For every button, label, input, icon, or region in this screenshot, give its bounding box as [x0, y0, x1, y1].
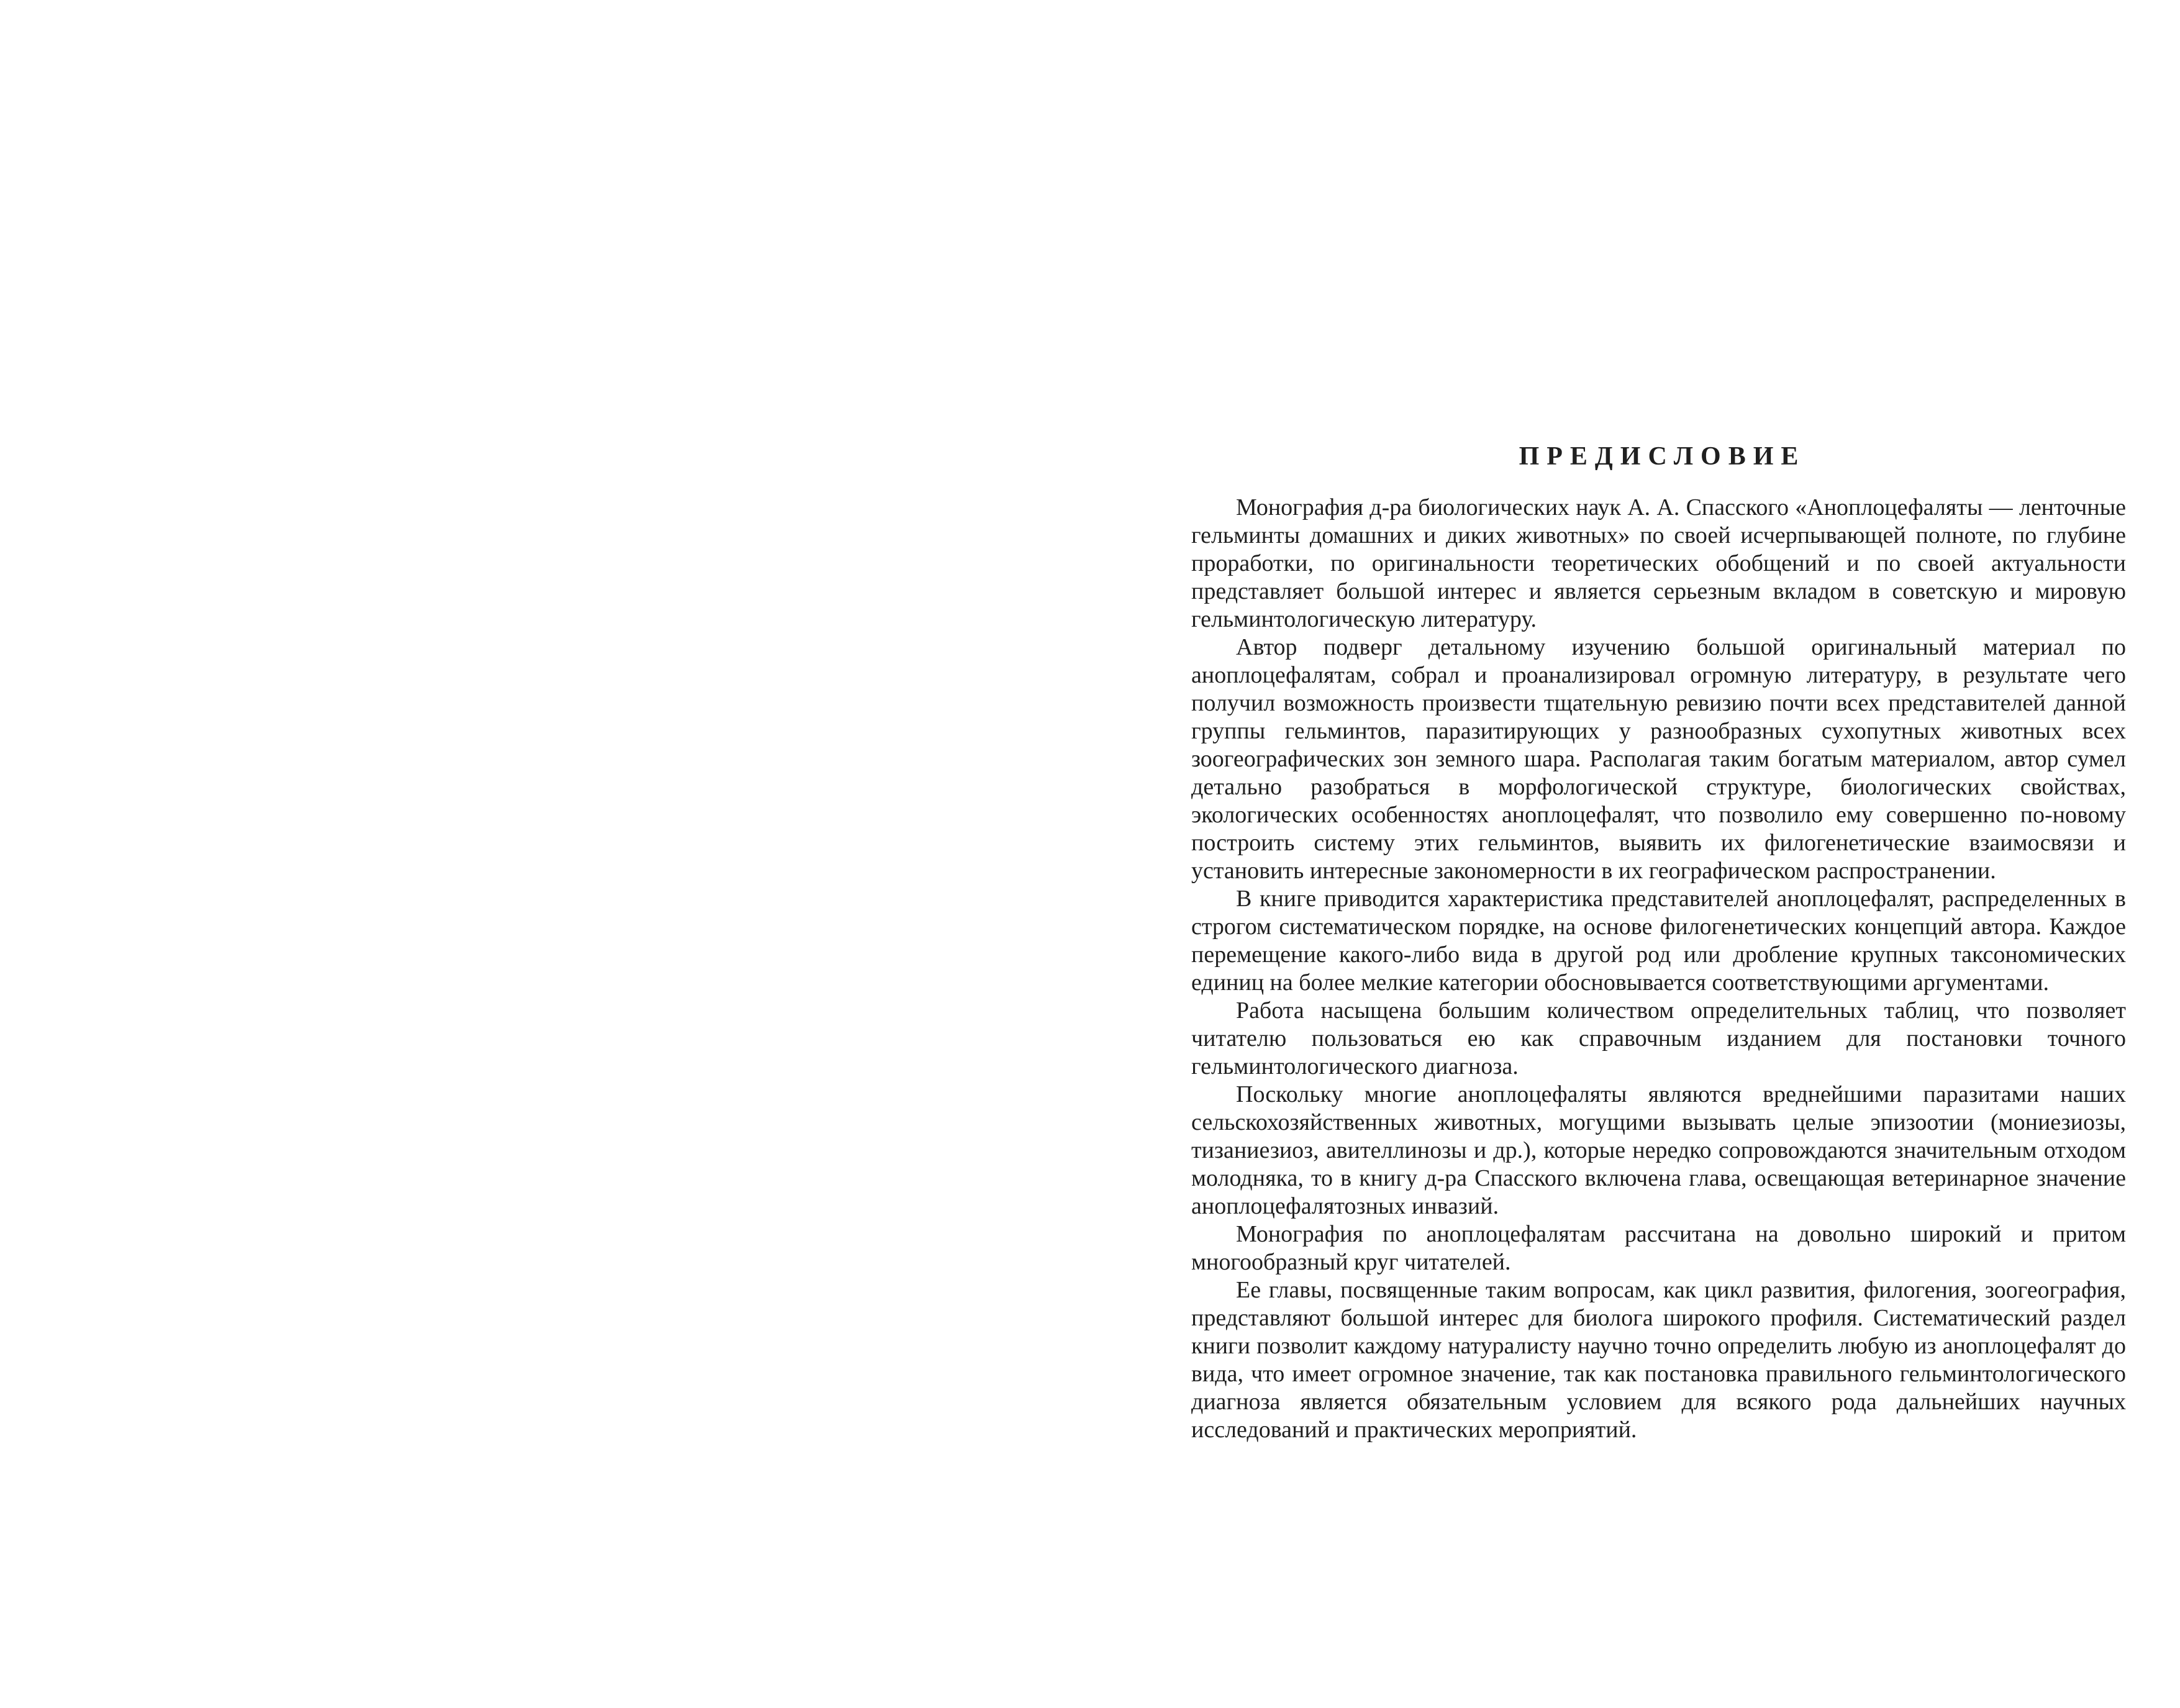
paragraph: Ее главы, посвященные таким вопросам, как цикл развития, филогения, зоогеография, представляют большой интерес для биолога широкого профиля. Систематический раздел книги позволит каждому натуралисту научно точно определить любую из аноплоцефалят до вида, что имеет огромное значение, так как постановка правильного гельминтологического диагноза является обязательным условием для всякого рода дальнейших научных исследований и практических мероприятий. [1191, 1277, 2126, 1443]
preface-text-block [1191, 438, 2126, 1444]
paragraph: Автор подверг детальному изучению большой оригинальный материал по аноплоцефалятам, собрал и проанализировал огромную литературу, в результате чего получил возможность произвести тщательную ревизию почти всех представителей данной группы гельминтов, паразитирующих у разнообразных сухопутных животных всех зоогеографических зон земного шара. Располагая таким богатым материалом, автор сумел детально разобраться в морфологической структуре, биологических свойствах, экологических особенностях аноплоцефалят, что позволило ему совершенно по-новому построить систему этих гельминтов, выявить их филогенетические взаимосвязи и установить интересные закономерности в их географическом распространении. [1191, 634, 2126, 884]
paragraph: В книге приводится характеристика представителей аноплоцефалят, распределенных в строгом систематическом порядке, на основе филогенетических концепций автора. Каждое перемещение какого-либо вида в другой род или дробление крупных таксономических единиц на более мелкие категории обосновывается соответствующими аргументами. [1191, 886, 2126, 996]
paragraph: Работа насыщена большим количеством определительных таблиц, что позволяет читателю пользоваться ею как справочным изданием для постановки точного гельминтологического диагноза. [1191, 997, 2126, 1079]
paragraph: Монография по аноплоцефалятам рассчитана на довольно широкий и притом многообразный круг читателей. [1191, 1221, 2126, 1275]
paragraph: Поскольку многие аноплоцефаляты являются вреднейшими паразитами наших сельскохозяйственных животных, могущими вызывать целые эпизоотии (мониезиозы, тизаниезиоз, авителлинозы и др.), которые нередко сопровождаются значительным отходом молодняка, то в книгу д-ра Спасского включена глава, освещающая ветеринарное значение аноплоцефалятозных инвазий. [1191, 1081, 2126, 1219]
paragraph: Монография д-ра биологических наук А. А. Спасского «Аноплоцефаляты — ленточные гельминты домашних и диких животных» по своей исчерпывающей полноте, по глубине проработки, по оригинальности теоретических обобщений и по своей актуальности представляет большой интерес и является серьезным вкладом в советскую и мировую гельминтологическую литературу. [1191, 494, 2126, 632]
page-title: ПРЕДИСЛОВИЕ [1519, 442, 1806, 471]
